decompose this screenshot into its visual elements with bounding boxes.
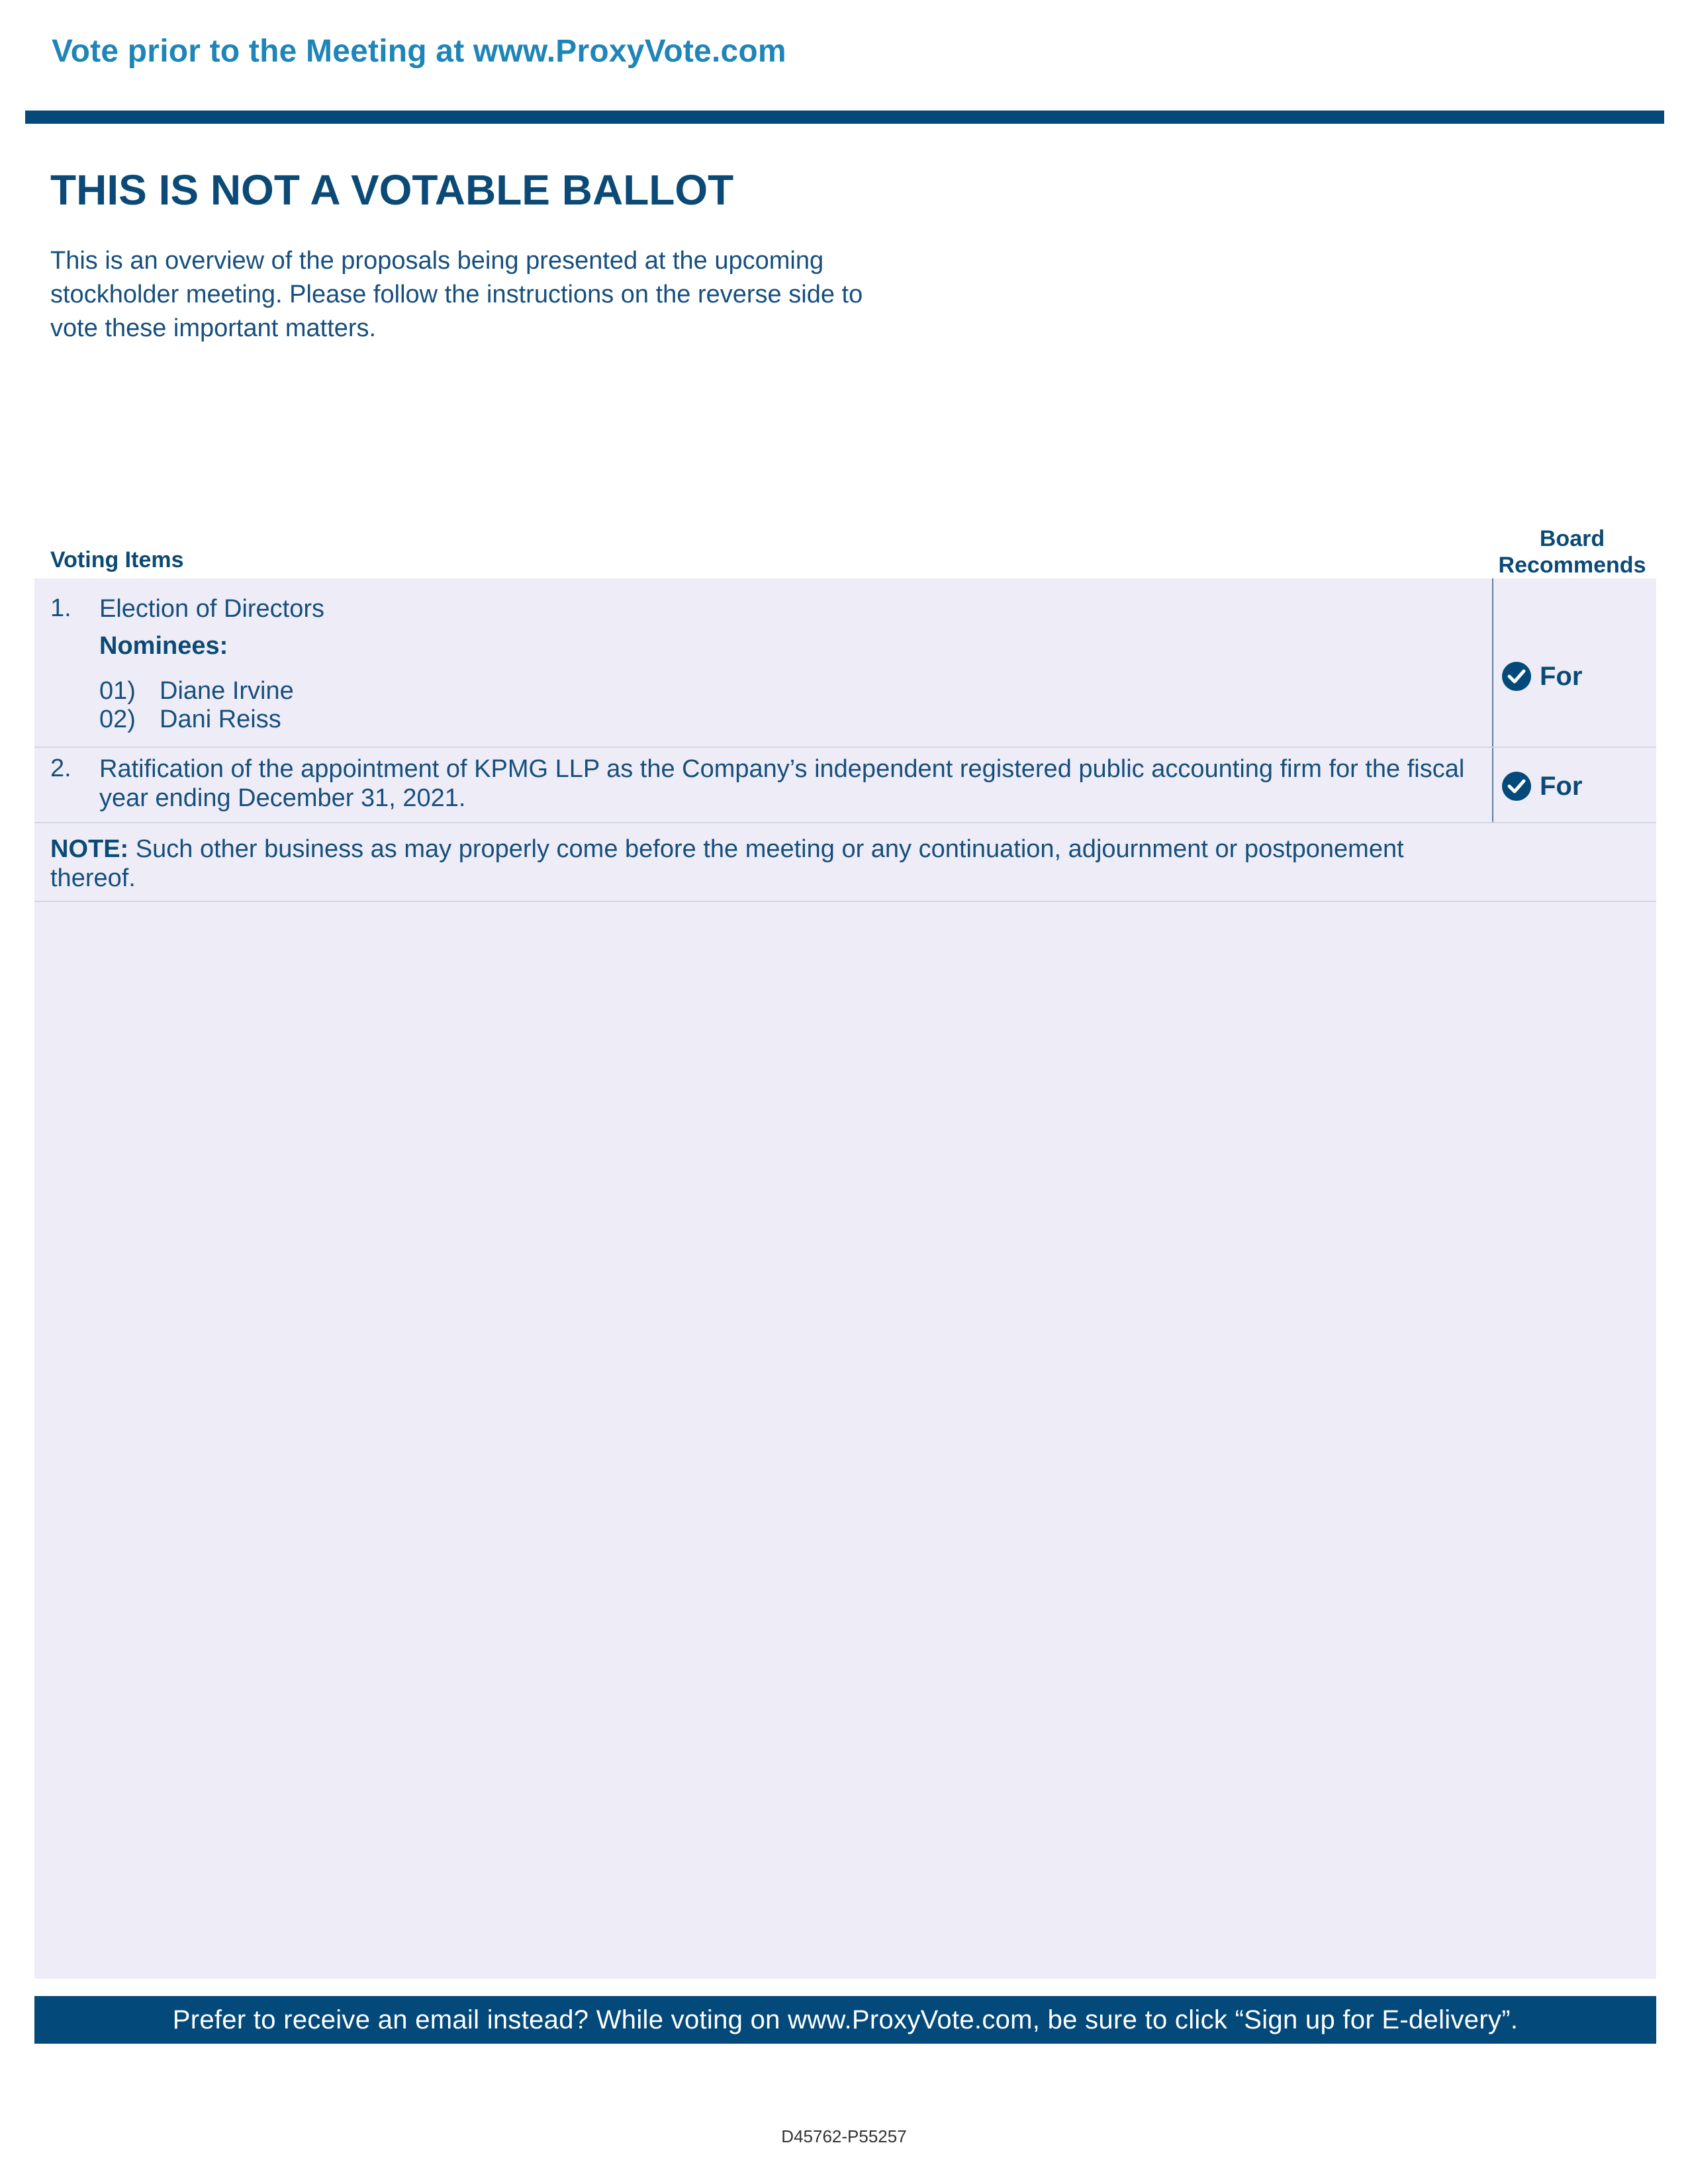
note [50,835,1493,893]
check-circle-icon [1501,771,1532,801]
item-2-recommendation [1501,771,1582,801]
header-rule [25,111,1664,124]
row-divider [34,747,1656,748]
nominees-label: Nominees: [99,632,228,660]
e-delivery-banner [34,1996,1656,2044]
e-delivery-text: Prefer to receive an email instead? While voting on www.ProxyVote.com, be sure to click “Sign up for E-delivery”. [172,2005,1519,2034]
item-2-text: Ratification of the appointment of KPMG LLP as the Company’s independent registered public accounting firm for the fiscal year ending December 31, 2021. [99,755,1465,812]
note-text: Such other business as may properly come before the meeting or any continuation, adjournment or postponement thereof. [50,835,1404,892]
proxyvote-link[interactable]: Vote prior to the Meeting at www.ProxyVote.com [52,34,786,69]
board-column-divider [1492,578,1493,822]
nominee-01-name: Diane Irvine [160,677,294,705]
intro-paragraph: This is an overview of the proposals being presented at the upcoming stockholder meeting. Please follow the instructions on the reverse side to vote these important matters. [50,247,863,342]
nominee-01-number: 01) [99,677,136,705]
page-title: THIS IS NOT A VOTABLE BALLOT [50,166,734,214]
row-divider [34,822,1656,823]
item-2-recommendation-label: For [1540,771,1583,801]
item-1-number: 1. [50,594,71,622]
nominee-02-number: 02) [99,705,136,733]
item-1-recommendation [1501,661,1582,692]
note-label: NOTE: [50,835,129,863]
nominee-02-name: Dani Reiss [160,705,281,733]
item-1-text: Election of Directors [99,595,325,623]
check-circle-icon [1501,661,1532,692]
nominee-01 [99,677,294,705]
item-2-number: 2. [50,754,71,782]
voting-items-header: Voting Items [50,547,184,572]
nominee-02 [99,705,281,734]
board-recommends-header: Board Recommends [1498,526,1646,578]
row-divider [34,901,1656,902]
document-code: D45762-P55257 [781,2126,907,2146]
item-1-recommendation-label: For [1540,661,1583,691]
